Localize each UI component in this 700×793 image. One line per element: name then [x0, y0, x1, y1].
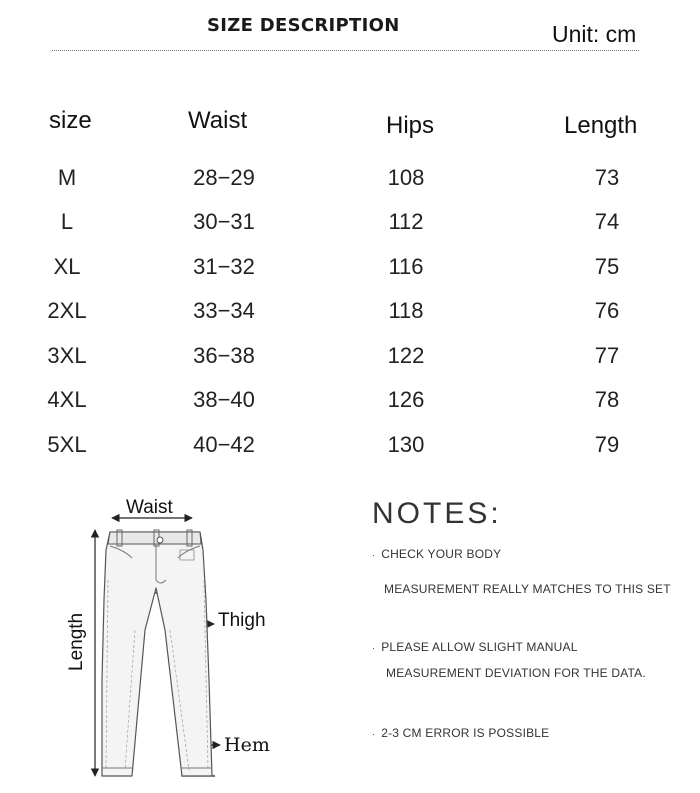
cell-hips: 112: [388, 209, 424, 234]
cell-hips: 108: [387, 165, 425, 190]
cell-length: 76: [594, 298, 620, 323]
bullet-icon: ·: [372, 728, 376, 739]
cell-waist: 28−29: [193, 165, 255, 190]
cell-hips: 116: [388, 254, 424, 279]
cell-hips: 122: [387, 343, 425, 368]
cell-waist: 30−31: [193, 209, 255, 234]
bullet-icon: ·: [372, 642, 376, 653]
cell-hips: 130: [387, 432, 425, 457]
column-header-hips: Hips: [386, 112, 435, 139]
cell-size: L: [60, 209, 74, 234]
note-line-2: MEASUREMENT REALLY MATCHES TO THIS SET: [384, 582, 671, 596]
cell-length: 79: [594, 432, 620, 457]
note-text: 2-3 CM ERROR IS POSSIBLE: [381, 726, 550, 740]
cell-size: XL: [53, 254, 81, 279]
cell-size: 5XL: [47, 432, 87, 457]
column-header-size: size: [49, 107, 92, 134]
cell-size: M: [57, 165, 77, 190]
column-header-length: Length: [564, 112, 638, 139]
cell-waist: 33−34: [193, 298, 255, 323]
cell-size: 4XL: [47, 387, 87, 412]
cell-length: 77: [594, 343, 620, 368]
cell-size: 2XL: [47, 298, 87, 323]
length-label: Length: [66, 612, 87, 671]
cell-hips: 126: [387, 387, 425, 412]
cell-length: 75: [594, 254, 620, 279]
note-text: PLEASE ALLOW SLIGHT MANUAL: [381, 640, 578, 654]
bullet-icon: ·: [372, 549, 376, 560]
cell-length: 78: [594, 387, 620, 412]
header-divider: [52, 50, 639, 51]
waist-label: Waist: [126, 497, 173, 518]
note-line-1: [372, 547, 501, 561]
note-line-5: [372, 726, 549, 740]
hem-label: Hem: [224, 734, 270, 756]
cell-waist: 40−42: [193, 432, 255, 457]
thigh-label: Thigh: [218, 610, 266, 631]
cell-length: 74: [594, 209, 620, 234]
note-line-3: [372, 640, 578, 654]
cell-length: 73: [594, 165, 620, 190]
cell-waist: 38−40: [193, 387, 255, 412]
page-title: SIZE DESCRIPTION: [207, 15, 400, 36]
unit-label: Unit: cm: [552, 21, 637, 47]
note-text: CHECK YOUR BODY: [381, 547, 502, 561]
cell-hips: 118: [388, 298, 424, 323]
column-header-waist: Waist: [188, 107, 248, 134]
cell-waist: 31−32: [193, 254, 255, 279]
cell-size: 3XL: [47, 343, 87, 368]
note-line-4: MEASUREMENT DEVIATION FOR THE DATA.: [386, 666, 646, 680]
notes-title: NOTES:: [372, 497, 502, 530]
cell-waist: 36−38: [193, 343, 255, 368]
